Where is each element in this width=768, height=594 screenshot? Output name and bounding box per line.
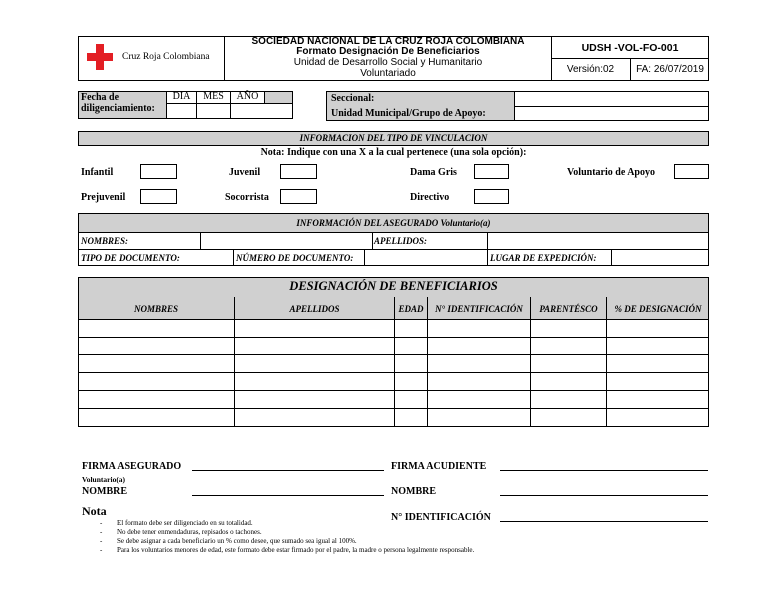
infantil-checkbox[interactable] <box>140 164 177 179</box>
firma-asegurado-line[interactable] <box>192 470 384 471</box>
col-parentesco: PARENTÉSCO <box>539 304 598 314</box>
document-version: Versión:02 <box>566 64 615 75</box>
tipo-documento-input[interactable] <box>201 250 233 266</box>
header-subtitle: Formato Designación De Beneficiarios <box>296 46 480 57</box>
col-apellidos: APELLIDOS <box>289 304 340 314</box>
identificacion-acudiente-label: N° IDENTIFICACIÓN <box>391 512 491 523</box>
document-code: UDSH -VOL-FO-001 <box>581 42 679 54</box>
nombres-label: NOMBRES: <box>81 236 129 246</box>
fecha-dia-input[interactable] <box>166 103 197 119</box>
asegurado-vline-2 <box>372 232 373 249</box>
asegurado-vline-4 <box>233 249 234 266</box>
nombre-acudiente-label: NOMBRE <box>391 486 436 497</box>
col-designacion: % DE DESIGNACIÓN <box>614 304 702 314</box>
directivo-checkbox[interactable] <box>474 189 509 204</box>
fecha-anio-input[interactable] <box>230 103 293 119</box>
fecha-label: Fecha de diligenciamiento: <box>81 92 155 114</box>
firma-acudiente-label: FIRMA ACUDIENTE <box>391 461 487 472</box>
header-title: SOCIEDAD NACIONAL DE LA CRUZ ROJA COLOMBIANA <box>251 36 525 47</box>
unidad-input[interactable] <box>514 106 709 121</box>
document-date: FA: 26/07/2019 <box>636 64 704 75</box>
prejuvenil-label: Prejuvenil <box>81 192 126 203</box>
nota-item: - Para los voluntarios menores de edad, este formato debe estar firmado por el padre, la madre o persona legalmente responsable. <box>100 546 475 554</box>
fecha-anio-label: AÑO <box>236 91 259 102</box>
asegurado-title: INFORMACIÓN DEL ASEGURADO Voluntario(a) <box>78 213 709 233</box>
header-unit: Unidad de Desarrollo Social y Humanitario <box>293 57 483 68</box>
directivo-label: Directivo <box>410 192 450 203</box>
vinculacion-note: Nota: Indique con una X a la cual pertenece (una sola opción): <box>260 147 527 158</box>
red-cross-icon <box>87 44 113 70</box>
lugar-expedicion-input[interactable] <box>612 250 708 266</box>
prejuvenil-checkbox[interactable] <box>140 189 177 204</box>
beneficiarios-title: DESIGNACIÓN DE BENEFICIARIOS <box>289 279 498 293</box>
col-nombres: NOMBRES <box>133 304 178 314</box>
nota-title: Nota <box>82 504 107 518</box>
table-row[interactable] <box>78 320 709 338</box>
socorrista-label: Socorrista <box>225 192 269 203</box>
asegurado-vline-6 <box>487 249 488 266</box>
nombres-input[interactable] <box>201 233 372 249</box>
nombre-acudiente-line[interactable] <box>500 495 708 496</box>
header-unit2: Voluntariado <box>360 68 416 79</box>
table-row[interactable] <box>78 355 709 373</box>
col-edad: EDAD <box>398 304 424 314</box>
lugar-expedicion-label: LUGAR DE EXPEDICIÓN: <box>490 253 597 263</box>
firma-acudiente-line[interactable] <box>500 470 708 471</box>
nota-item: - Se debe asignar a cada beneficiario un % como desee, que sumado sea igual al 100%. <box>100 537 357 545</box>
numero-documento-label: NÚMERO DE DOCUMENTO: <box>236 253 354 263</box>
infantil-label: Infantil <box>81 167 114 178</box>
apellidos-label: APELLIDOS: <box>374 236 428 246</box>
dama-gris-label: Dama Gris <box>410 167 457 178</box>
seccional-input[interactable] <box>514 91 709 107</box>
tipo-documento-label: TIPO DE DOCUMENTO: <box>81 253 180 263</box>
firma-asegurado-label: FIRMA ASEGURADO <box>82 461 182 472</box>
apellidos-input[interactable] <box>488 233 708 249</box>
nombre-asegurado-line[interactable] <box>192 495 384 496</box>
unidad-label: Unidad Municipal/Grupo de Apoyo: <box>331 108 486 119</box>
fecha-mes-input[interactable] <box>196 103 231 119</box>
voluntario-apoyo-label: Voluntario de Apoyo <box>567 167 655 178</box>
logo-text: Cruz Roja Colombiana <box>122 52 210 62</box>
nota-list <box>100 519 640 555</box>
seccional-label: Seccional: <box>331 93 375 104</box>
col-identificacion: N° IDENTIFICACIÓN <box>435 304 523 314</box>
fecha-mes-label: MES <box>203 91 224 102</box>
dama-gris-checkbox[interactable] <box>474 164 509 179</box>
nota-item: - No debe tener enmendaduras, repisados o tachones. <box>100 528 262 536</box>
nota-item: - El formato debe ser diligenciado en su totalidad. <box>100 519 253 527</box>
juvenil-checkbox[interactable] <box>280 164 317 179</box>
juvenil-label: Juvenil <box>229 167 261 178</box>
table-row[interactable] <box>78 391 709 409</box>
table-row[interactable] <box>78 373 709 391</box>
table-row[interactable] <box>78 409 709 427</box>
voluntario-label: Voluntario(a) <box>82 475 126 484</box>
nombre-asegurado-label: NOMBRE <box>82 486 127 497</box>
voluntario-apoyo-checkbox[interactable] <box>674 164 709 179</box>
table-row[interactable] <box>78 338 709 355</box>
fecha-dia-label: DIA <box>172 91 191 102</box>
numero-documento-input[interactable] <box>365 250 487 266</box>
vinculacion-title: INFORMACION DEL TIPO DE VINCULACION <box>78 131 709 146</box>
socorrista-checkbox[interactable] <box>280 189 317 204</box>
